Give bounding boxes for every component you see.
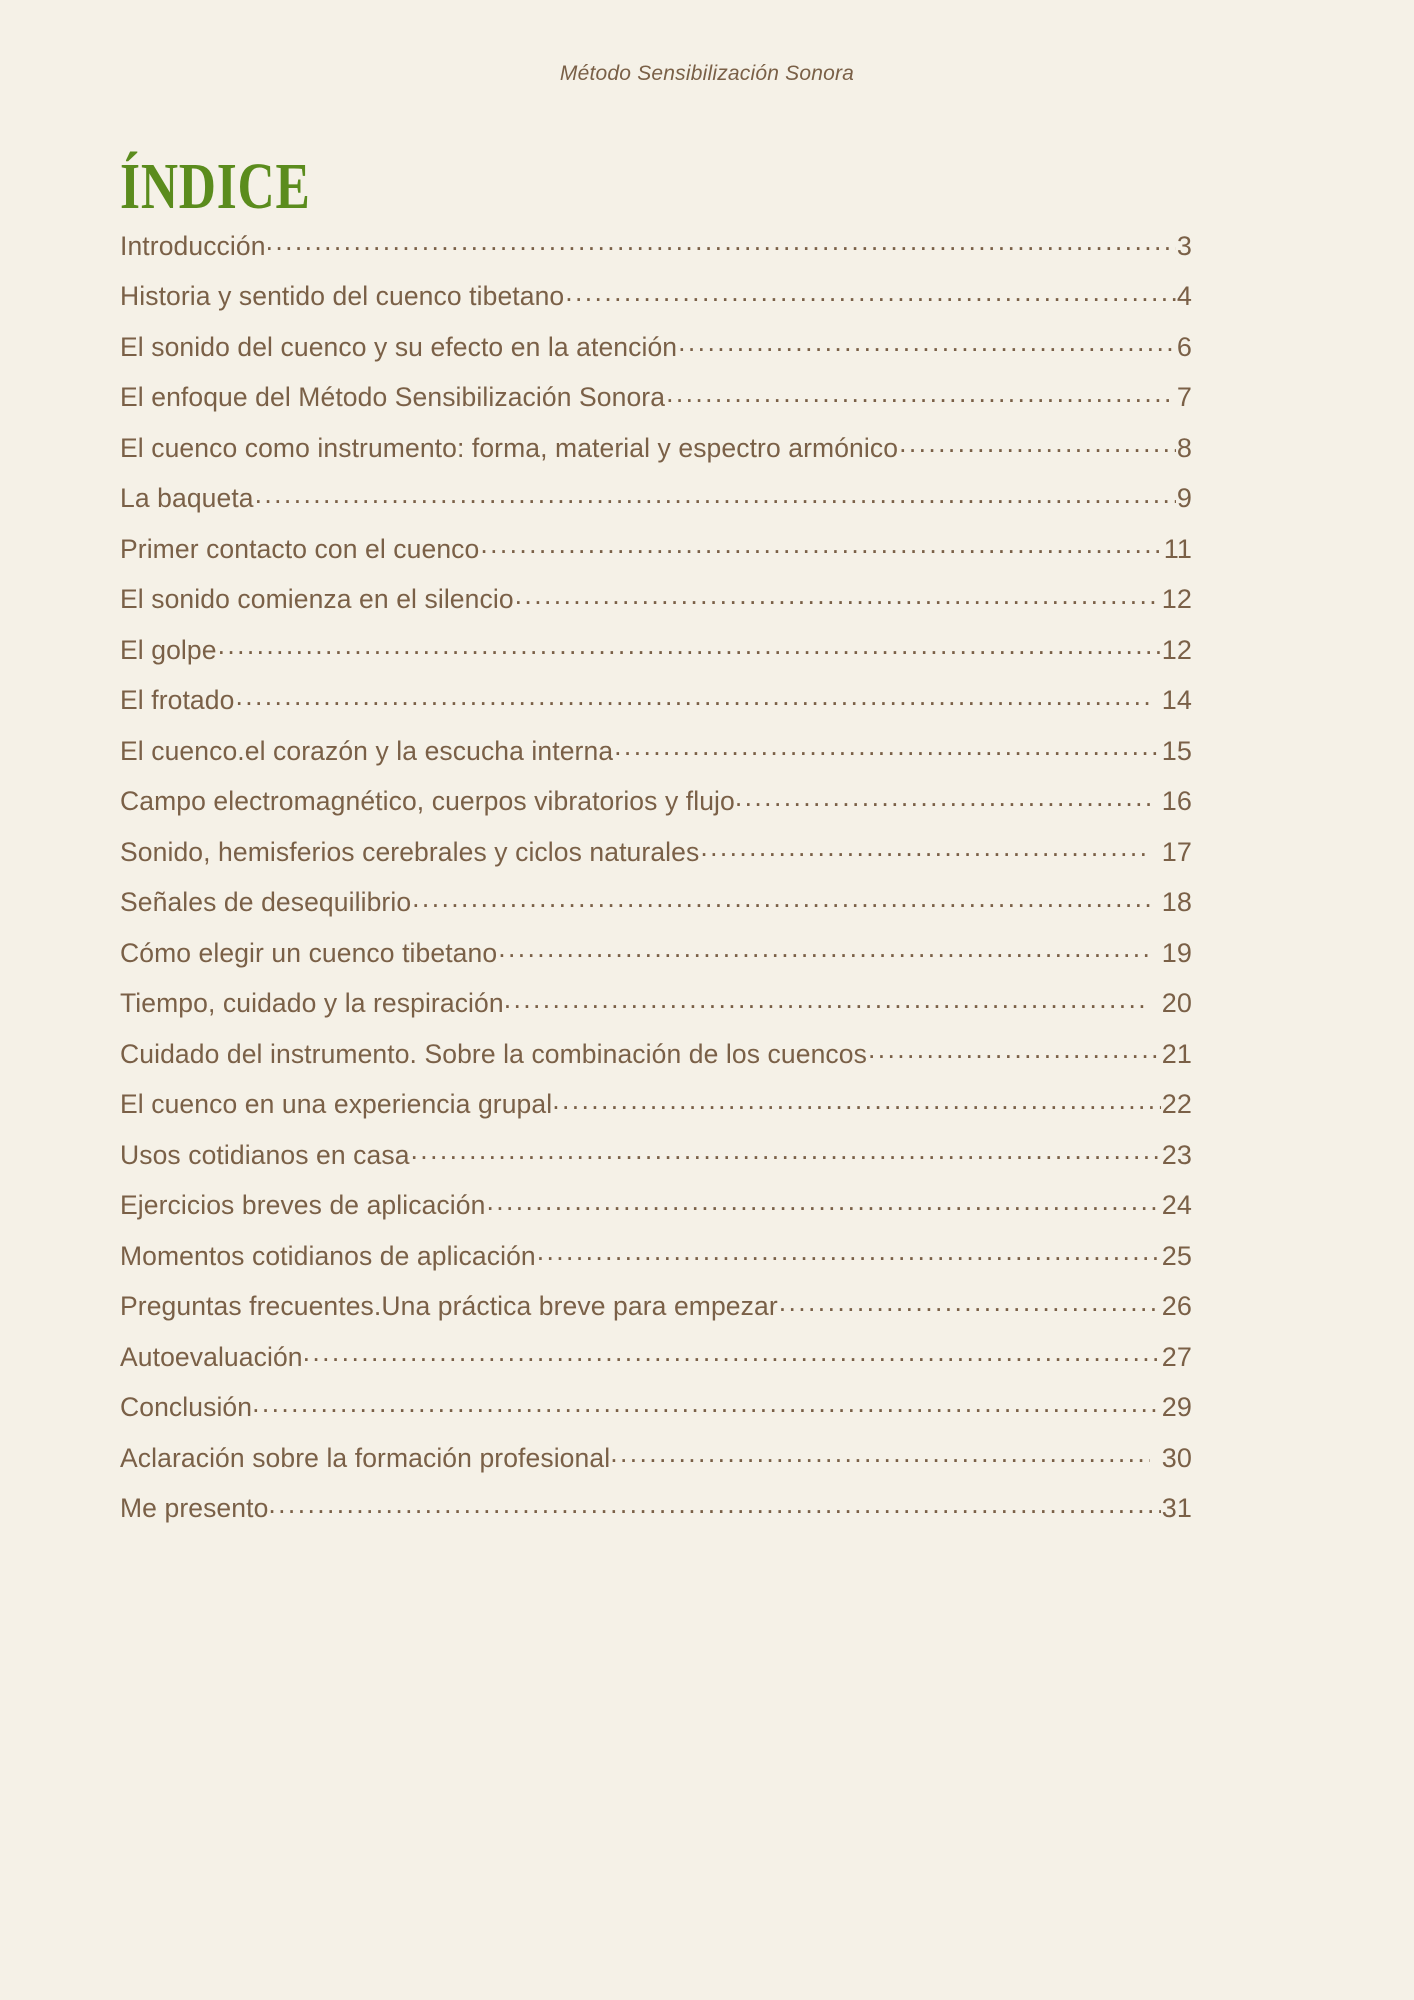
toc-leader-dots: [678, 329, 1176, 356]
toc-entry-label: Primer contacto con el cuenco: [120, 533, 480, 564]
toc-entry-page-number: 26: [1161, 1291, 1192, 1321]
toc-entry-page-number: 31: [1161, 1493, 1192, 1523]
toc-entry[interactable]: [120, 733, 1192, 784]
toc-entry[interactable]: [120, 1036, 1192, 1087]
toc-entry-page-number: 7: [1176, 382, 1192, 412]
toc-entry-label: Aclaración sobre la formación profesional: [120, 1442, 611, 1473]
toc-entry-label: El cuenco como instrumento: forma, material y espectro armónico: [120, 432, 899, 463]
toc-entry-label: La baqueta: [120, 483, 254, 513]
toc-leader-dots: [252, 1390, 1161, 1417]
toc-entry-page-number: 21: [1161, 1038, 1192, 1069]
toc-entry-label: El cuenco en una experiencia grupal: [120, 1089, 553, 1119]
toc-entry-page-number: 25: [1161, 1240, 1192, 1271]
toc-entry[interactable]: [120, 279, 1192, 330]
toc-entry[interactable]: [120, 430, 1192, 481]
page-title: ÍNDICE: [120, 150, 311, 224]
toc-entry-page-number: 30: [1161, 1442, 1192, 1473]
toc-entry[interactable]: [120, 986, 1192, 1037]
toc-entry-label: Ejercicios breves de aplicación: [120, 1190, 486, 1220]
toc-entry[interactable]: [120, 683, 1192, 734]
toc-leader-dots: [735, 784, 1150, 811]
toc-leader-dots: [266, 228, 1176, 255]
toc-leader-dots: [218, 632, 1161, 659]
toc-entry-label: El cuenco.el corazón y la escucha interna: [120, 735, 614, 766]
toc-leader-dots: [666, 380, 1176, 407]
toc-entry[interactable]: [120, 531, 1192, 582]
toc-entry[interactable]: [120, 380, 1192, 431]
toc-entry-label: Introducción: [120, 230, 266, 261]
toc-entry-label: El golpe: [120, 634, 217, 665]
toc-entry-label: Preguntas frecuentes.Una práctica breve para empezar: [120, 1291, 778, 1321]
toc-entry-page-number: 12: [1161, 584, 1192, 614]
toc-leader-dots: [700, 834, 1149, 861]
toc-entry-page-number: 19: [1161, 937, 1192, 968]
table-of-contents: [120, 228, 1192, 1541]
toc-leader-dots: [610, 1440, 1150, 1467]
toc-entry-page-number: 23: [1161, 1139, 1192, 1170]
toc-entry-page-number: 12: [1161, 634, 1192, 665]
toc-entry-page-number: 6: [1176, 331, 1192, 362]
toc-entry-page-number: 14: [1161, 685, 1192, 715]
toc-entry-page-number: 3: [1176, 230, 1192, 261]
toc-entry-label: Cómo elegir un cuenco tibetano: [120, 937, 498, 968]
toc-leader-dots: [899, 430, 1176, 457]
toc-entry-label: Historia y sentido del cuenco tibetano: [120, 281, 565, 311]
toc-leader-dots: [268, 1491, 1160, 1518]
toc-leader-dots: [255, 481, 1176, 508]
toc-entry-label: El sonido del cuenco y su efecto en la atención: [120, 331, 678, 362]
toc-entry-label: Momentos cotidianos de aplicación: [120, 1240, 536, 1271]
toc-entry[interactable]: [120, 784, 1192, 835]
toc-entry[interactable]: [120, 1440, 1192, 1491]
toc-entry-label: El enfoque del Método Sensibilización Sonora: [120, 382, 666, 412]
toc-entry-label: Señales de desequilibrio: [120, 887, 412, 917]
toc-entry[interactable]: [120, 935, 1192, 986]
toc-entry[interactable]: [120, 329, 1192, 380]
toc-entry-label: Conclusión: [120, 1392, 253, 1422]
toc-entry[interactable]: [120, 1238, 1192, 1289]
toc-entry-page-number: 24: [1161, 1190, 1192, 1220]
toc-entry-label: Cuidado del instrumento. Sobre la combinación de los cuencos: [120, 1038, 867, 1069]
toc-entry-page-number: 17: [1161, 836, 1192, 867]
toc-entry-page-number: 22: [1161, 1089, 1192, 1119]
toc-entry-label: Autoevaluación: [120, 1341, 303, 1372]
toc-entry[interactable]: [120, 885, 1192, 936]
toc-entry-label: Me presento: [120, 1493, 269, 1523]
toc-leader-dots: [515, 582, 1161, 609]
toc-leader-dots: [537, 1238, 1161, 1265]
toc-entry-label: Campo electromagnético, cuerpos vibratorios y flujo: [120, 786, 735, 816]
toc-leader-dots: [504, 986, 1150, 1013]
toc-entry-label: Usos cotidianos en casa: [120, 1139, 410, 1170]
toc-leader-dots: [498, 935, 1150, 962]
toc-leader-dots: [480, 531, 1162, 558]
toc-leader-dots: [235, 683, 1149, 710]
toc-entry[interactable]: [120, 1188, 1192, 1239]
toc-leader-dots: [411, 1137, 1161, 1164]
toc-entry[interactable]: [120, 1390, 1192, 1441]
toc-entry-label: Tiempo, cuidado y la respiración: [120, 988, 504, 1018]
toc-entry[interactable]: [120, 834, 1192, 885]
toc-entry[interactable]: [120, 1339, 1192, 1390]
toc-leader-dots: [303, 1339, 1161, 1366]
toc-entry-label: El sonido comienza en el silencio: [120, 584, 514, 614]
toc-entry-page-number: 15: [1161, 735, 1192, 766]
toc-entry[interactable]: [120, 481, 1192, 532]
toc-entry[interactable]: [120, 1137, 1192, 1188]
toc-entry-page-number: 29: [1161, 1392, 1192, 1422]
toc-leader-dots: [868, 1036, 1161, 1063]
toc-entry-label: Sonido, hemisferios cerebrales y ciclos naturales: [120, 836, 700, 867]
toc-leader-dots: [565, 279, 1176, 306]
toc-leader-dots: [779, 1289, 1161, 1316]
toc-entry-page-number: 9: [1176, 483, 1192, 513]
toc-leader-dots: [552, 1087, 1161, 1114]
toc-entry-page-number: 20: [1161, 988, 1192, 1018]
toc-entry[interactable]: [120, 228, 1192, 279]
toc-entry-page-number: 8: [1176, 432, 1192, 463]
toc-entry[interactable]: [120, 1087, 1192, 1138]
toc-entry-page-number: 11: [1163, 533, 1192, 564]
toc-entry[interactable]: [120, 632, 1192, 683]
toc-entry[interactable]: [120, 1491, 1192, 1542]
toc-leader-dots: [486, 1188, 1160, 1215]
toc-entry-page-number: 18: [1161, 887, 1192, 917]
toc-leader-dots: [614, 733, 1161, 760]
toc-leader-dots: [412, 885, 1150, 912]
toc-entry[interactable]: [120, 582, 1192, 633]
toc-entry[interactable]: [120, 1289, 1192, 1340]
toc-entry-page-number: 4: [1176, 281, 1192, 311]
running-header: Método Sensibilización Sonora: [559, 62, 855, 85]
toc-entry-page-number: 16: [1161, 786, 1192, 816]
toc-entry-page-number: 27: [1161, 1341, 1192, 1372]
toc-entry-label: El frotado: [120, 685, 235, 715]
